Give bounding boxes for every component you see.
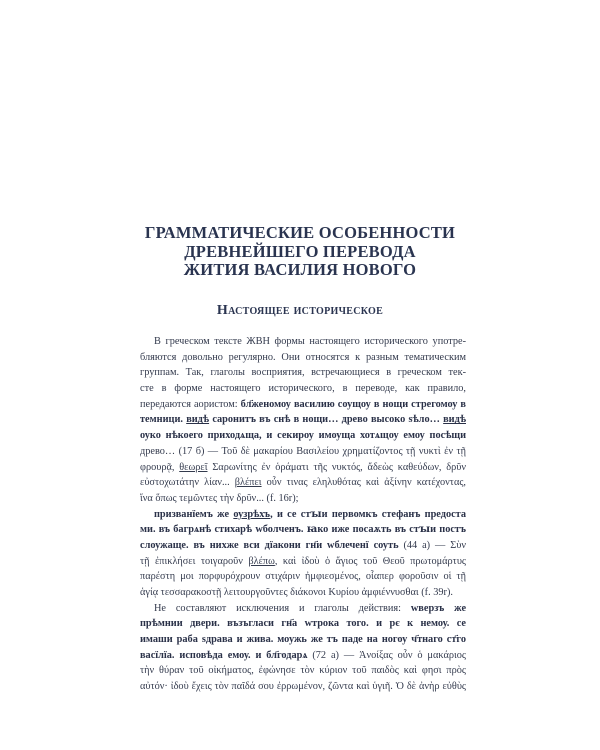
underlined-verb: видѣ [186, 414, 210, 426]
paragraph-2-line: παρέστη μοι πορφυρόχρουν στιχάριν ἠμφιεσμένος, οἷαπερ φοροῦσιν οἱ τῇ [140, 571, 466, 583]
line-fragment: φρουρᾷ, [140, 461, 175, 473]
paragraph-1-line [140, 397, 466, 413]
paragraph-1-line: В греческом тексте ЖВН формы настоящего исторического употре- [154, 336, 466, 347]
line-fragment: εὐστοχωτάτην λίαν... [140, 477, 230, 489]
paragraph-3-line: τὴν θύραν τοῦ οἰκήματος, ἐφώνησε τὸν κύριον τοῦ παιδὸς καὶ φησι πρὸς [140, 665, 466, 677]
line-fragment: , καὶ ἰδοὺ ὁ ἅγιος τοῦ Θεοῦ πρωτομάρτυς [274, 555, 466, 567]
church-slavonic-quote: призванїемъ же [154, 508, 230, 520]
chapter-title-line-2: ДРЕВНЕЙШЕГО ПЕРЕВОДА [184, 241, 416, 261]
paragraph-1-line: группам. Так, глаголы восприятия, встречающиеся в греческом тек- [140, 367, 466, 379]
underlined-verb: видѣ [443, 414, 466, 426]
underlined-verb: βλέπει [234, 477, 262, 489]
paragraph-2-line [140, 538, 466, 554]
church-slavonic-quote: саронитъ въ снѣ в нощи… древо высоко ѕѣло… [212, 414, 440, 426]
line-fragment: οὖν τινας εληλυθότας καὶ ἀξίνην κατέχοντας, [266, 477, 466, 489]
church-slavonic-quote: wверзъ же [410, 602, 466, 614]
paragraph-3-line [140, 648, 466, 664]
paragraph-1-line [140, 412, 466, 428]
paragraph-2-line [140, 507, 466, 523]
paragraph-2-line: ми. въ багрѧнѣ стихарѣ wболченъ. ꙗко иже посаѫть въ стꙑи постъ [140, 524, 466, 536]
body-text [140, 334, 466, 695]
chapter-title-line-1: ГРАММАТИЧЕСКИЕ ОСОБЕННОСТИ [144, 223, 456, 242]
line-fragment: передаются аористом: [140, 398, 238, 410]
underlined-verb: θεωρεῖ [179, 461, 208, 473]
church-slavonic-quote: , и се стꙑи первомкъ стефанъ предоста [270, 508, 466, 520]
paragraph-2-line [140, 554, 466, 570]
paragraph-1-line: сте в форме настоящего исторического, в переводе, как правило, [140, 383, 466, 395]
paragraph-2-line: ἁγίᾳ τεσσαρακοστῇ λειτουργοῦντες διάκονοι Κυρίου ἀμφιέννυσθαι (f. 39r). [140, 587, 453, 598]
church-slavonic-quote: бл҃женомоу василию соущоу в нощи стрегомоу в [240, 398, 466, 410]
chapter-title-line-3: ЖИТИЯ ВАСИЛИЯ НОВОГО [183, 260, 417, 279]
paragraph-1-line: бляются довольно регулярно. Они относятся к разным тематическим [140, 351, 466, 363]
church-slavonic-quote: васїлїа. исповѣда емоу. и бл҃годарѧ [140, 649, 308, 661]
line-fragment: Не составляют исключения и глаголы действия: [154, 602, 402, 614]
church-slavonic-quote: слоужаще. въ нихже вси дїакони гн҃и wблеченї соуть [140, 539, 399, 551]
section-title: Настоящее историческое [216, 303, 384, 318]
paragraph-3-line: прѣмнии двери. възъгласи гн҃а wтрока того. и рє к немоу. се [140, 618, 466, 630]
line-fragment: Σαρωνίτης ἐν ὁράματι τῆς νυκτός, ἄδεὼς καθεύδων, δρῦν [212, 461, 466, 473]
paragraph-3-line: αὐτόν· ἰδοὺ ἔχεις τὸν παῖδά σου ἐρρωμένον, ζῶντα καὶ ὑγιῆ. Ὁ δὲ ἀνὴρ εὐθὺς [140, 681, 466, 693]
paragraph-1-line: древо… (17 б) — Τοῦ δὲ μακαρίου Βασιλείου χρηματίζοντος τῇ νυκτὶ ἐν τῇ [140, 445, 466, 457]
paragraph-1-line: оуко нѣкоего приходѧща, и секироу имоуща хотѧщоу емоу посѣщи [140, 430, 466, 442]
paragraph-1-line: ἵνα ὅπως τεμῶντες τὴν δρῦν... (f. 16r); [140, 492, 299, 504]
line-fragment: (44 а) — Σὺν [403, 539, 466, 551]
paragraph-3-line [140, 601, 466, 617]
paragraph-3-line: имаши раба ѕдрава и жива. моужь же тъ паде на ногоу ч҃тнаго ст҃го [140, 634, 466, 646]
paragraph-1-line [140, 475, 466, 491]
church-slavonic-quote: темници. [140, 414, 183, 426]
chapter-title [140, 224, 460, 280]
underlined-verb: оузрѣхъ [233, 508, 271, 520]
underlined-verb: βλέπω [248, 555, 275, 567]
line-fragment: (72 а) — Ἀνοίξας οὖν ὁ μακάριος [312, 649, 466, 661]
paragraph-1-line [140, 460, 466, 476]
line-fragment: τῇ ἐπικλήσει τοιγαροῦν [140, 555, 243, 567]
